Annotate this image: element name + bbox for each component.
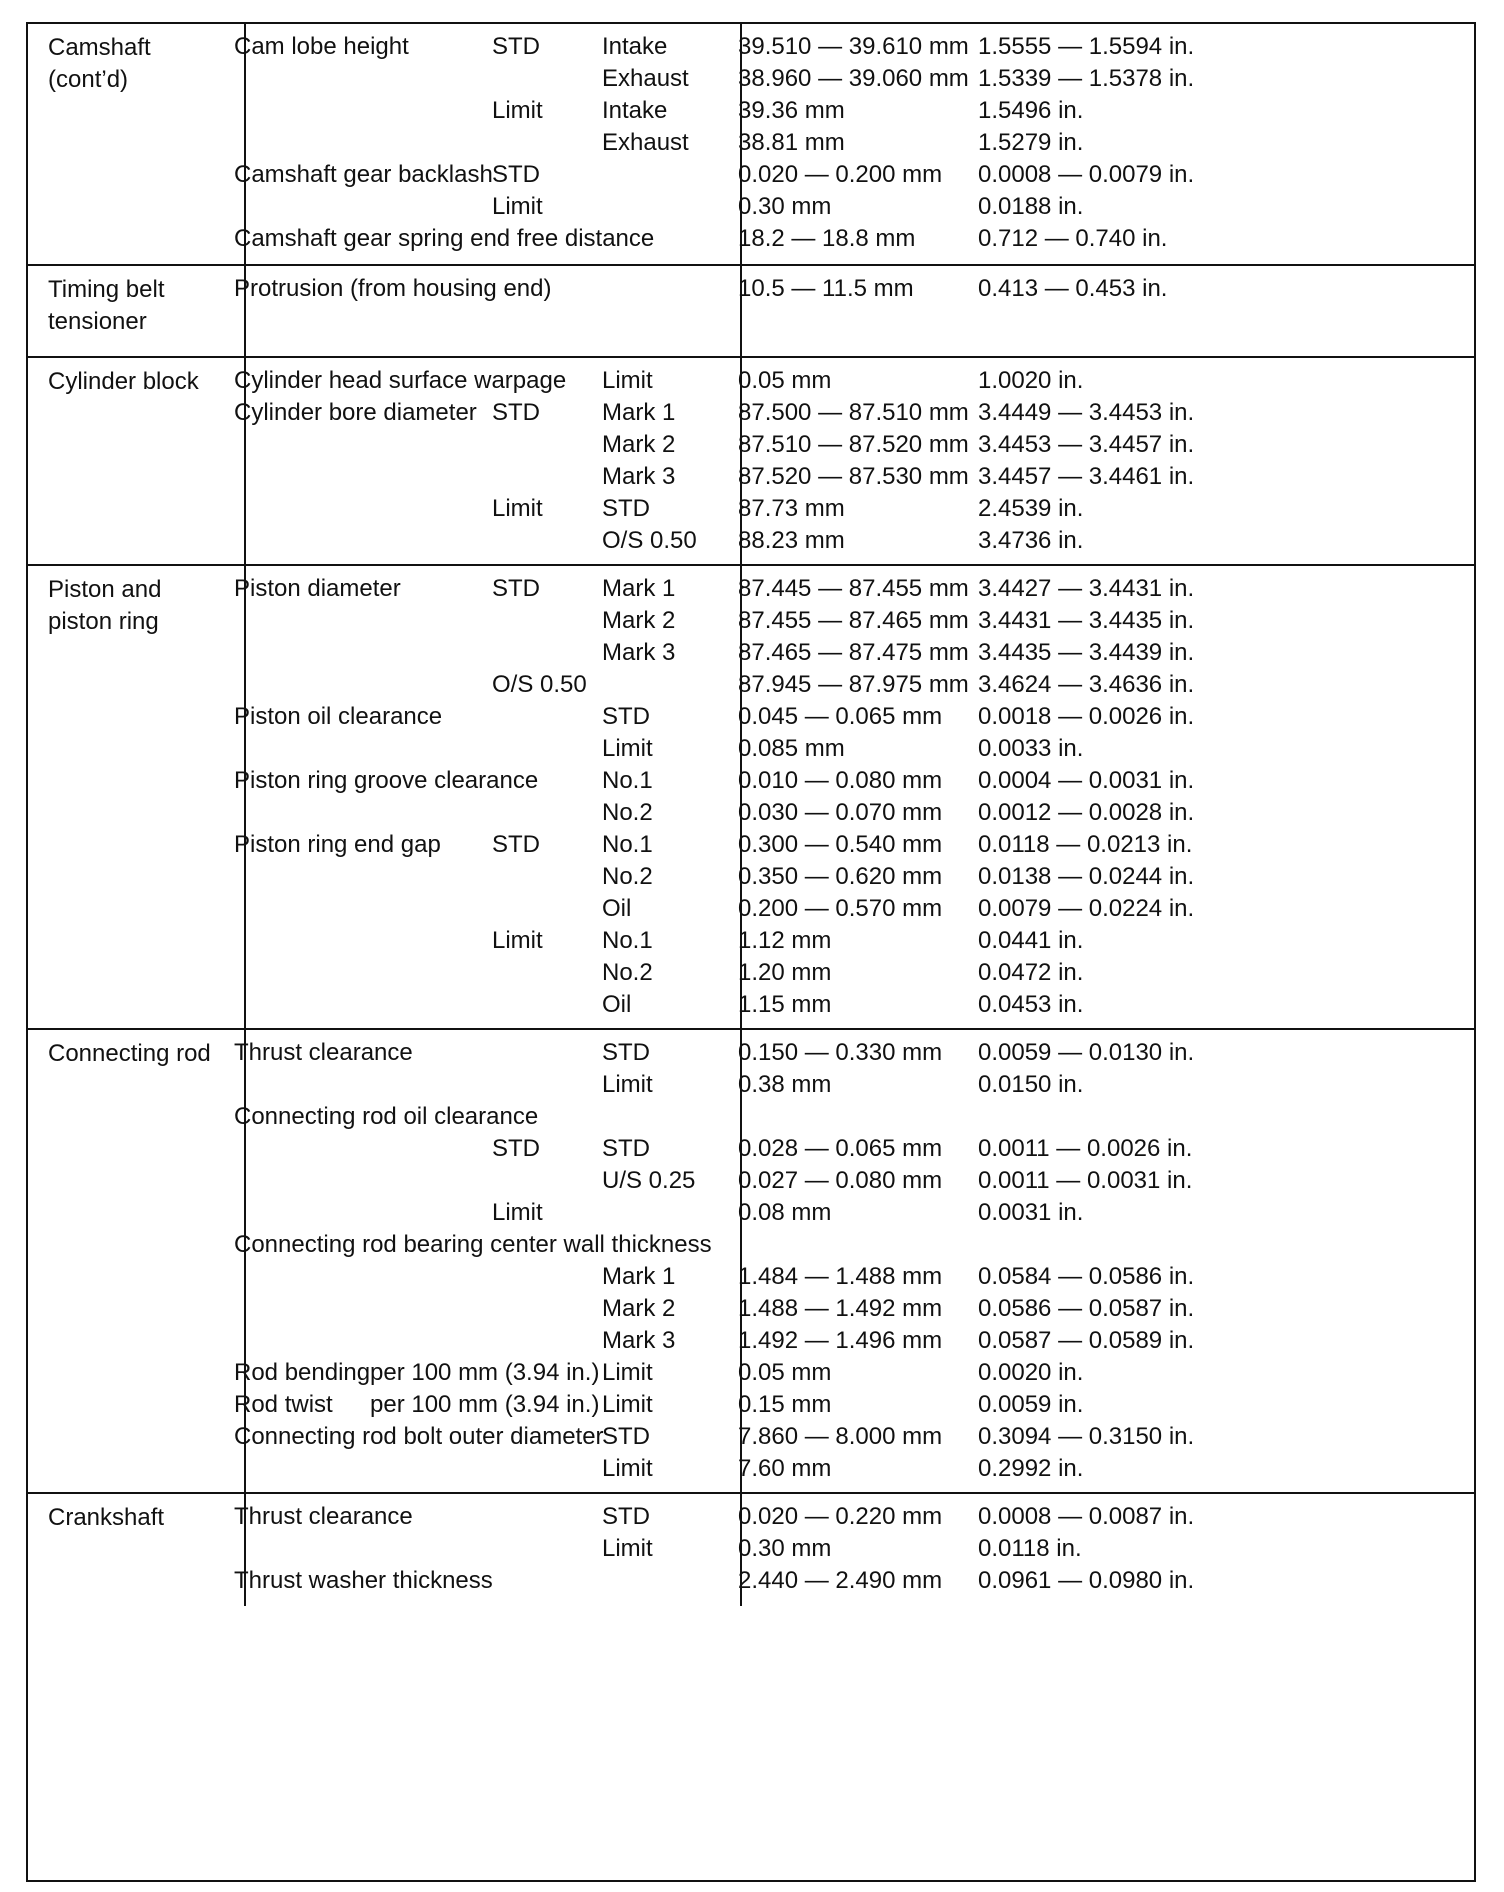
spec-subqualifier: Intake	[602, 97, 668, 124]
metric-value: 7.860 — 8.000 mm	[738, 1423, 943, 1450]
spec-subqualifier: Oil	[602, 991, 632, 1018]
spec-qualifier: STD	[492, 1135, 540, 1162]
spec-subqualifier: Oil	[602, 895, 632, 922]
imperial-value: 0.0138 — 0.0244 in.	[978, 863, 1195, 890]
spec-qualifier: O/S 0.50	[492, 671, 587, 698]
spec-subqualifier: Intake	[602, 33, 668, 60]
metric-value: 39.510 — 39.610 mm	[738, 33, 969, 60]
metric-value: 2.440 — 2.490 mm	[738, 1567, 943, 1594]
spec-subqualifier: Exhaust	[602, 129, 689, 156]
spec-item: Piston ring end gap	[234, 831, 441, 858]
spec-item: Cylinder bore diameter	[234, 399, 477, 426]
metric-value: 18.2 — 18.8 mm	[738, 225, 916, 252]
spec-subqualifier: Mark 3	[602, 463, 676, 490]
spec-subqualifier: Limit	[602, 1455, 653, 1482]
metric-value: 1.488 — 1.492 mm	[738, 1295, 943, 1322]
spec-item-condition: per 100 mm (3.94 in.)	[370, 1359, 600, 1386]
metric-value: 87.465 — 87.475 mm	[738, 639, 969, 666]
section-label: Timing belt tensioner	[48, 276, 165, 335]
metric-value: 0.200 — 0.570 mm	[738, 895, 943, 922]
section	[28, 356, 1474, 566]
spec-subqualifier: STD	[602, 1039, 650, 1066]
imperial-value: 0.0584 — 0.0586 in.	[978, 1263, 1195, 1290]
imperial-value: 0.0961 — 0.0980 in.	[978, 1567, 1195, 1594]
spec-item: Piston oil clearance	[234, 703, 443, 730]
metric-value: 0.38 mm	[738, 1071, 832, 1098]
spec-qualifier: Limit	[492, 1199, 543, 1226]
spec-item-condition: per 100 mm (3.94 in.)	[370, 1391, 600, 1418]
metric-value: 87.500 — 87.510 mm	[738, 399, 969, 426]
spec-item: Connecting rod oil clearance	[234, 1103, 539, 1130]
spec-subqualifier: No.2	[602, 863, 653, 890]
spec-subqualifier: Limit	[602, 1391, 653, 1418]
spec-subqualifier: U/S 0.25	[602, 1167, 696, 1194]
imperial-value: 0.0586 — 0.0587 in.	[978, 1295, 1195, 1322]
spec-subqualifier: Mark 1	[602, 575, 676, 602]
spec-item: Rod twist	[234, 1391, 333, 1418]
spec-subqualifier: Mark 3	[602, 639, 676, 666]
metric-value: 0.15 mm	[738, 1391, 832, 1418]
imperial-value: 0.0188 in.	[978, 193, 1084, 220]
imperial-value: 0.0079 — 0.0224 in.	[978, 895, 1195, 922]
imperial-value: 0.0031 in.	[978, 1199, 1084, 1226]
metric-value: 0.028 — 0.065 mm	[738, 1135, 943, 1162]
metric-value: 0.020 — 0.220 mm	[738, 1503, 943, 1530]
imperial-value: 3.4435 — 3.4439 in.	[978, 639, 1195, 666]
metric-value: 1.484 — 1.488 mm	[738, 1263, 943, 1290]
imperial-value: 3.4736 in.	[978, 527, 1084, 554]
spec-qualifier: Limit	[492, 495, 543, 522]
imperial-value: 0.0453 in.	[978, 991, 1084, 1018]
spec-subqualifier: STD	[602, 1135, 650, 1162]
section	[28, 1028, 1474, 1494]
spec-subqualifier: Limit	[602, 1535, 653, 1562]
metric-value: 87.945 — 87.975 mm	[738, 671, 969, 698]
spec-qualifier: STD	[492, 575, 540, 602]
metric-value: 87.455 — 87.465 mm	[738, 607, 969, 634]
metric-value: 7.60 mm	[738, 1455, 832, 1482]
section	[28, 564, 1474, 1030]
spec-qualifier: STD	[492, 161, 540, 188]
spec-subqualifier: Mark 1	[602, 1263, 676, 1290]
spec-item: Rod bending	[234, 1359, 371, 1386]
spec-subqualifier: Mark 3	[602, 1327, 676, 1354]
spec-subqualifier: Exhaust	[602, 65, 689, 92]
imperial-value: 0.0059 — 0.0130 in.	[978, 1039, 1195, 1066]
imperial-value: 1.5339 — 1.5378 in.	[978, 65, 1195, 92]
section-label: Cylinder block	[48, 368, 199, 395]
metric-value: 0.010 — 0.080 mm	[738, 767, 943, 794]
imperial-value: 0.0472 in.	[978, 959, 1084, 986]
metric-value: 0.045 — 0.065 mm	[738, 703, 943, 730]
metric-value: 0.05 mm	[738, 367, 832, 394]
imperial-value: 3.4449 — 3.4453 in.	[978, 399, 1195, 426]
imperial-value: 0.0008 — 0.0087 in.	[978, 1503, 1195, 1530]
metric-value: 87.510 — 87.520 mm	[738, 431, 969, 458]
spec-subqualifier: Limit	[602, 1071, 653, 1098]
metric-value: 1.15 mm	[738, 991, 832, 1018]
spec-subqualifier: Mark 2	[602, 431, 676, 458]
spec-subqualifier: Limit	[602, 735, 653, 762]
spec-qualifier: STD	[492, 399, 540, 426]
metric-value: 0.30 mm	[738, 193, 832, 220]
spec-subqualifier: No.1	[602, 831, 653, 858]
section-label: Camshaft (cont’d)	[48, 34, 151, 93]
imperial-value: 0.0018 — 0.0026 in.	[978, 703, 1195, 730]
spec-subqualifier: Limit	[602, 1359, 653, 1386]
imperial-value: 0.0118 — 0.0213 in.	[978, 831, 1193, 858]
spec-subqualifier: O/S 0.50	[602, 527, 697, 554]
metric-value: 38.960 — 39.060 mm	[738, 65, 969, 92]
spec-subqualifier: No.2	[602, 799, 653, 826]
spec-qualifier: STD	[492, 33, 540, 60]
section-label: Connecting rod	[48, 1040, 211, 1067]
spec-item: Piston ring groove clearance	[234, 767, 539, 794]
spec-qualifier: Limit	[492, 97, 543, 124]
metric-value: 38.81 mm	[738, 129, 845, 156]
imperial-value: 0.0059 in.	[978, 1391, 1084, 1418]
section	[28, 1492, 1474, 1606]
imperial-value: 1.5496 in.	[978, 97, 1084, 124]
imperial-value: 1.0020 in.	[978, 367, 1084, 394]
imperial-value: 0.0011 — 0.0026 in.	[978, 1135, 1193, 1162]
spec-qualifier: Limit	[492, 927, 543, 954]
spec-subqualifier: Mark 1	[602, 399, 676, 426]
metric-value: 39.36 mm	[738, 97, 845, 124]
spec-subqualifier: No.2	[602, 959, 653, 986]
spec-item: Connecting rod bearing center wall thickness	[234, 1231, 712, 1258]
spec-item: Camshaft gear spring end free distance	[234, 225, 655, 252]
metric-value: 0.085 mm	[738, 735, 845, 762]
metric-value: 0.350 — 0.620 mm	[738, 863, 943, 890]
spec-subqualifier: STD	[602, 1423, 650, 1450]
metric-value: 0.05 mm	[738, 1359, 832, 1386]
metric-value: 1.12 mm	[738, 927, 832, 954]
imperial-value: 1.5555 — 1.5594 in.	[978, 33, 1195, 60]
metric-value: 87.445 — 87.455 mm	[738, 575, 969, 602]
imperial-value: 0.0020 in.	[978, 1359, 1084, 1386]
imperial-value: 3.4427 — 3.4431 in.	[978, 575, 1195, 602]
imperial-value: 0.0150 in.	[978, 1071, 1084, 1098]
section	[28, 264, 1474, 358]
section-label: Piston and piston ring	[48, 576, 162, 635]
spec-subqualifier: No.1	[602, 927, 653, 954]
spec-qualifier: STD	[492, 831, 540, 858]
imperial-value: 3.4457 — 3.4461 in.	[978, 463, 1195, 490]
metric-value: 87.520 — 87.530 mm	[738, 463, 969, 490]
imperial-value: 0.2992 in.	[978, 1455, 1084, 1482]
metric-value: 0.020 — 0.200 mm	[738, 161, 943, 188]
spec-qualifier: Limit	[492, 193, 543, 220]
imperial-value: 0.712 — 0.740 in.	[978, 225, 1168, 252]
imperial-value: 0.3094 — 0.3150 in.	[978, 1423, 1195, 1450]
spec-subqualifier: STD	[602, 1503, 650, 1530]
metric-value: 0.150 — 0.330 mm	[738, 1039, 943, 1066]
imperial-value: 0.0011 — 0.0031 in.	[978, 1167, 1193, 1194]
imperial-value: 0.0008 — 0.0079 in.	[978, 161, 1195, 188]
metric-value: 1.492 — 1.496 mm	[738, 1327, 943, 1354]
metric-value: 0.30 mm	[738, 1535, 832, 1562]
spec-subqualifier: STD	[602, 495, 650, 522]
metric-value: 10.5 — 11.5 mm	[738, 275, 914, 302]
imperial-value: 0.0004 — 0.0031 in.	[978, 767, 1195, 794]
metric-value: 88.23 mm	[738, 527, 845, 554]
imperial-value: 1.5279 in.	[978, 129, 1084, 156]
spec-subqualifier: No.1	[602, 767, 653, 794]
imperial-value: 3.4453 — 3.4457 in.	[978, 431, 1195, 458]
spec-subqualifier: STD	[602, 703, 650, 730]
section-label: Crankshaft	[48, 1504, 165, 1531]
imperial-value: 0.0033 in.	[978, 735, 1084, 762]
spec-item: Cam lobe height	[234, 33, 409, 60]
metric-value: 0.027 — 0.080 mm	[738, 1167, 943, 1194]
imperial-value: 0.0118 in.	[978, 1535, 1082, 1562]
imperial-value: 0.0587 — 0.0589 in.	[978, 1327, 1195, 1354]
spec-item: Connecting rod bolt outer diameter	[234, 1423, 604, 1450]
metric-value: 0.08 mm	[738, 1199, 832, 1226]
imperial-value: 2.4539 in.	[978, 495, 1084, 522]
imperial-value: 3.4624 — 3.4636 in.	[978, 671, 1195, 698]
spec-item: Protrusion (from housing end)	[234, 275, 552, 302]
imperial-value: 0.0441 in.	[978, 927, 1084, 954]
metric-value: 0.300 — 0.540 mm	[738, 831, 943, 858]
spec-subqualifier: Limit	[602, 367, 653, 394]
imperial-value: 0.0012 — 0.0028 in.	[978, 799, 1195, 826]
spec-subqualifier: Mark 2	[602, 607, 676, 634]
section	[28, 24, 1474, 264]
spec-table	[26, 22, 1476, 1882]
imperial-value: 0.413 — 0.453 in.	[978, 275, 1168, 302]
spec-item: Camshaft gear backlash	[234, 161, 493, 188]
spec-item: Thrust washer thickness	[234, 1567, 493, 1594]
metric-value: 1.20 mm	[738, 959, 832, 986]
spec-item: Thrust clearance	[234, 1503, 413, 1530]
imperial-value: 3.4431 — 3.4435 in.	[978, 607, 1195, 634]
spec-item: Thrust clearance	[234, 1039, 413, 1066]
metric-value: 87.73 mm	[738, 495, 845, 522]
spec-item: Cylinder head surface warpage	[234, 367, 567, 394]
spec-item: Piston diameter	[234, 575, 401, 602]
spec-subqualifier: Mark 2	[602, 1295, 676, 1322]
metric-value: 0.030 — 0.070 mm	[738, 799, 943, 826]
